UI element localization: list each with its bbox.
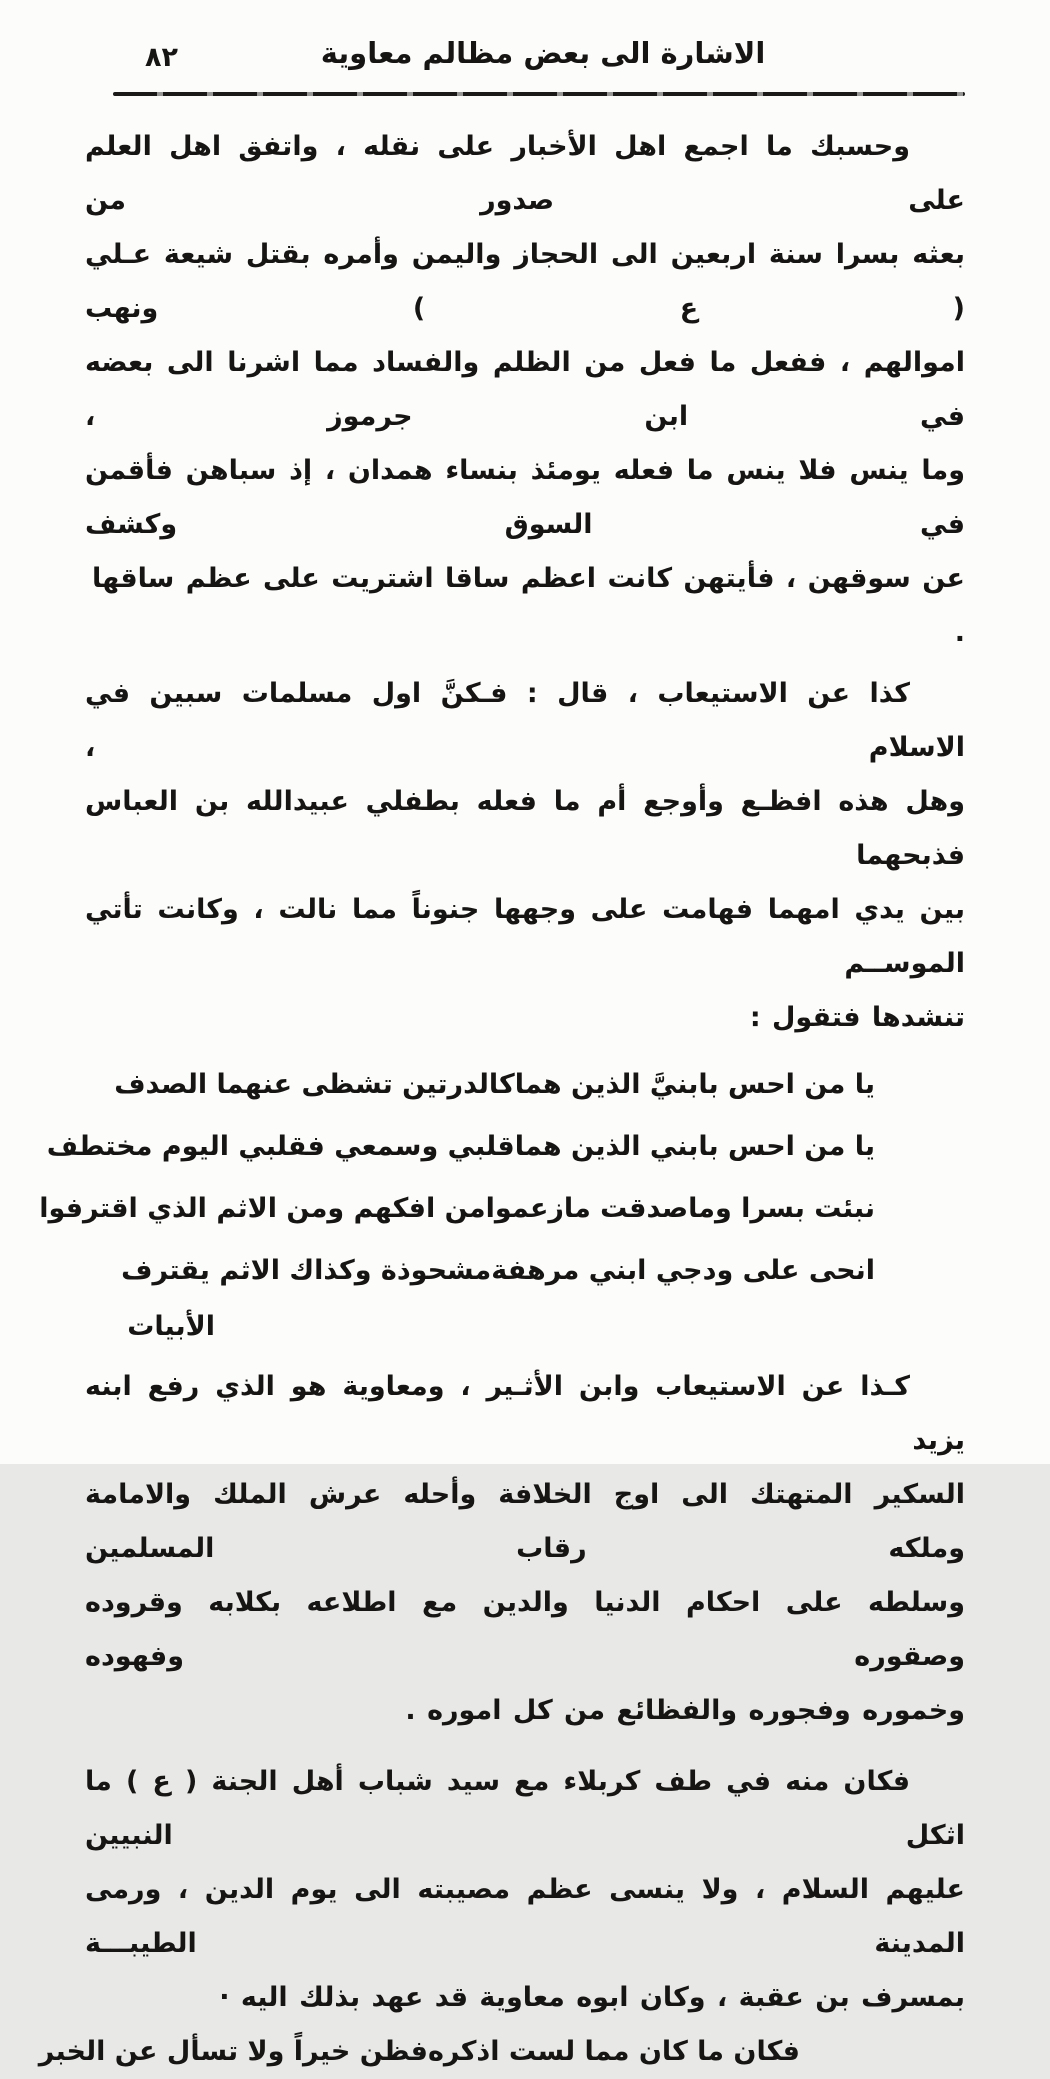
paragraph-line: وهل هذه افظـع وأوجع أم ما فعله بطفلي عبيدالله بن العباس فذبحهما xyxy=(85,786,965,871)
verse-first-hemistich: انحى على ودجي ابني مرهفة xyxy=(491,1255,875,1286)
poem-block xyxy=(39,1054,875,1352)
verse-row xyxy=(46,1116,875,1178)
paragraph-line: وسلطه على احكام الدنيا والدين مع اطلاعه بكلابه وقروده وصقوره وفهوده xyxy=(85,1587,965,1672)
verse-first-hemistich: يا من احس بابنيَّ الذين هما xyxy=(514,1069,875,1100)
paragraph-1 xyxy=(85,120,965,660)
verse-first-hemistich: يا من احس بابني الذين هما xyxy=(514,1131,875,1162)
page-number: ٨٢ xyxy=(145,42,178,73)
paragraph-line: تنشدها فتقول : xyxy=(749,1002,965,1033)
paragraph-line: وحسبك ما اجمع اهل الأخبار على نقله ، واتفق اهل العلم على صدور من xyxy=(85,131,965,216)
paragraph-line: وما ينس فلا ينس ما فعله يومئذ بنساء همدان ، إذ سباهن فأقمن في السوق وكشف xyxy=(85,455,965,540)
header-title: الاشارة الى بعض مظالم معاوية xyxy=(320,36,766,70)
verse-second-hemistich: كالدرتين تشظى عنهما الصدف xyxy=(114,1069,515,1100)
paragraph-line: بمسرف بن عقبة ، وكان ابوه معاوية قد عهد بذلك اليه · xyxy=(219,1982,965,2013)
verse-second-hemistich: قلبي وسمعي فقلبي اليوم مختطف xyxy=(46,1131,515,1162)
paragraph-line: اموالهم ، ففعل ما فعل من الظلم والفساد مما اشرنا الى بعضه في ابن جرموز ، xyxy=(85,347,965,432)
paragraph-2 xyxy=(85,667,965,1045)
paragraph-4 xyxy=(85,1755,965,2025)
verse-second-hemistich: من افكهم ومن الاثم الذي اقترفوا xyxy=(39,1193,486,1224)
paragraph-line: عليهم السلام ، ولا ينسى عظم مصيبته الى يوم الدين ، ورمى المدينة الطيبـــة xyxy=(85,1874,965,1959)
page-header xyxy=(85,0,965,96)
poem-tail-wrap xyxy=(127,1302,215,1352)
paragraph-line: فكان منه في طف كربلاء مع سيد شباب أهل الجنة ( ع ) ما اثكل النبيين xyxy=(85,1766,965,1851)
poem-tail: الأبيات xyxy=(127,1311,215,1342)
paragraph-line: عن سوقهن ، فأيتهن كانت اعظم ساقا اشتريت على عظم ساقها . xyxy=(92,563,965,648)
paragraph-line: بين يدي امهما فهامت على وجهها جنوناً مما نالت ، وكانت تأتي الموســم xyxy=(85,894,965,979)
verse-row xyxy=(39,1178,875,1240)
header-rule xyxy=(113,92,965,96)
paragraph-line: بعثه بسرا سنة اربعين الى الحجاز واليمن وأمره بقتل شيعة عـلي ( ع ) ونهب xyxy=(85,239,965,324)
closing-verse-row xyxy=(38,2025,800,2079)
verse-first-hemistich: فكان ما كان مما لست اذكره xyxy=(427,2036,800,2067)
verse-row xyxy=(114,1054,875,1116)
paragraph-3 xyxy=(85,1360,965,1738)
paragraph-line: كذا عن الاستيعاب ، قال : فـكنَّ اول مسلمات سبين في الاسلام ، xyxy=(85,678,965,763)
verse-row xyxy=(121,1240,875,1302)
verse-second-hemistich: فظن خيراً ولا تسأل عن الخبر xyxy=(38,2036,428,2067)
paragraph-line: وخموره وفجوره والفظائع من كل اموره . xyxy=(405,1695,965,1726)
verse-first-hemistich: نبئت بسرا وماصدقت مازعموا xyxy=(485,1193,875,1224)
paragraph-line: السكير المتهتك الى اوج الخلافة وأحله عرش الملك والامامة وملكه رقاب المسلمين xyxy=(85,1479,965,1564)
verse-second-hemistich: مشحوذة وكذاك الاثم يقترف xyxy=(121,1255,492,1286)
paragraph-line: كـذا عن الاستيعاب وابن الأثـير ، ومعاوية هو الذي رفع ابنه يزيد xyxy=(85,1371,965,1456)
